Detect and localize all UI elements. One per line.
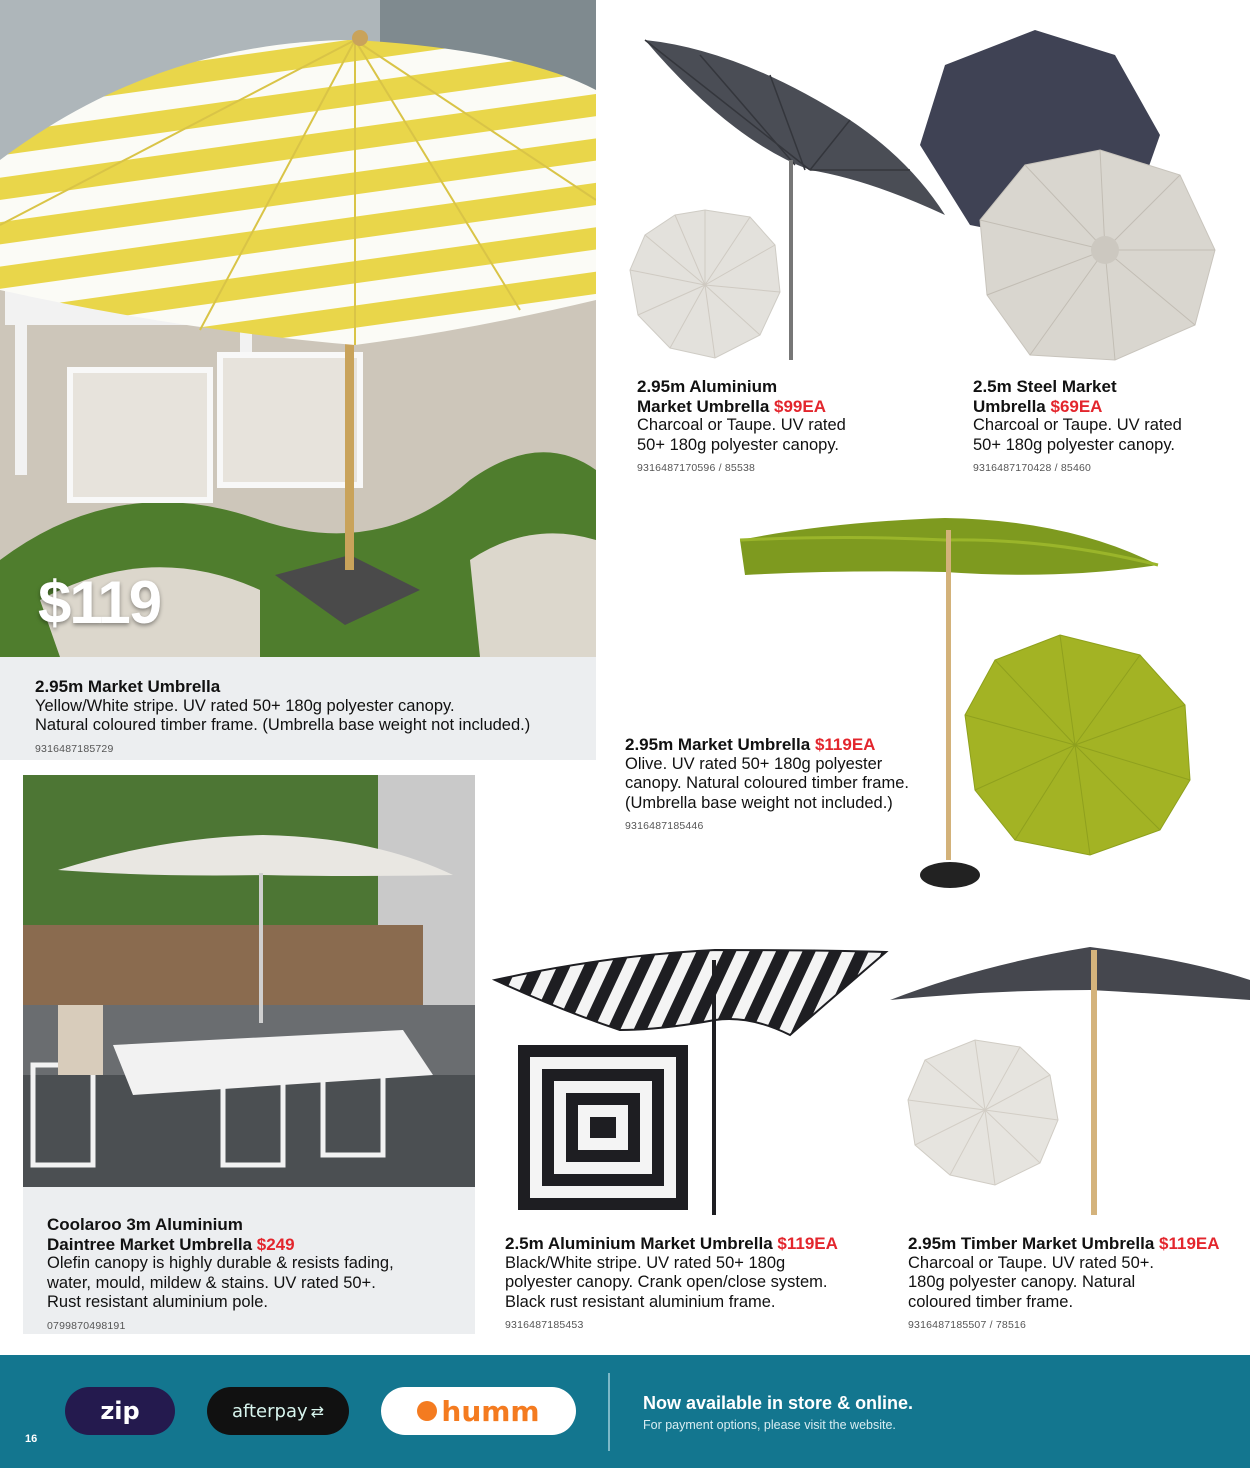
afterpay-logo-text: afterpay bbox=[231, 1400, 308, 1422]
coolaroo-code: 0799870498191 bbox=[47, 1319, 126, 1332]
timber-title: 2.95m Timber Market Umbrella bbox=[908, 1234, 1155, 1253]
hero-desc-1: Yellow/White stripe. UV rated 50+ 180g polyester canopy. bbox=[35, 696, 455, 715]
timber-desc-2: 180g polyester canopy. Natural bbox=[908, 1273, 1136, 1291]
payment-footer bbox=[0, 1355, 1250, 1468]
timber-code: 9316487185507 / 78516 bbox=[908, 1319, 1027, 1331]
striped-code: 9316487185453 bbox=[505, 1319, 584, 1331]
timber-price: $119EA bbox=[1159, 1234, 1220, 1253]
humm-logo-icon bbox=[417, 1401, 437, 1421]
hero-code: 9316487185729 bbox=[35, 742, 114, 755]
striped-desc-3: Black rust resistant aluminium frame. bbox=[505, 1292, 776, 1311]
steel-umbrella-image bbox=[915, 25, 1235, 370]
aluminium-caption bbox=[637, 377, 937, 479]
footer-headline: Now available in store & online. bbox=[643, 1393, 914, 1413]
hero-title: 2.95m Market Umbrella bbox=[35, 677, 221, 696]
timber-caption bbox=[908, 1234, 1248, 1336]
coolaroo-desc-3: Rust resistant aluminium pole. bbox=[47, 1293, 269, 1311]
olive-desc-3: (Umbrella base weight not included.) bbox=[625, 793, 893, 812]
afterpay-arrow-icon: ⇄ bbox=[310, 1401, 325, 1421]
coolaroo-caption-panel bbox=[23, 1187, 475, 1334]
striped-price: $119EA bbox=[777, 1234, 838, 1253]
aluminium-price: $99EA bbox=[774, 396, 826, 416]
coolaroo-title-2: Daintree Market Umbrella bbox=[47, 1234, 253, 1254]
footer-subtext: For payment options, please visit the website. bbox=[643, 1418, 896, 1432]
steel-price: $69EA bbox=[1050, 396, 1103, 416]
hero-photo bbox=[0, 0, 596, 657]
timber-desc-3: coloured timber frame. bbox=[908, 1292, 1074, 1311]
striped-umbrella-image bbox=[490, 940, 890, 1220]
olive-price: $119EA bbox=[814, 735, 876, 754]
humm-logo-text: humm bbox=[441, 1394, 540, 1428]
aluminium-umbrella-image bbox=[620, 30, 950, 370]
olive-umbrella-image bbox=[730, 510, 1200, 895]
olive-code: 9316487185446 bbox=[625, 820, 704, 832]
coolaroo-price: $249 bbox=[256, 1234, 295, 1254]
steel-desc-2: 50+ 180g polyester canopy. bbox=[973, 435, 1175, 454]
olive-desc-1: Olive. UV rated 50+ 180g polyester bbox=[625, 754, 883, 773]
coolaroo-photo bbox=[23, 775, 475, 1187]
afterpay-logo[interactable] bbox=[207, 1387, 349, 1435]
steel-caption bbox=[973, 377, 1243, 479]
yellow-striped-umbrella-scene bbox=[0, 0, 596, 657]
coolaroo-desc-1: Olefin canopy is highly durable & resists fading, bbox=[47, 1254, 394, 1272]
zip-logo[interactable] bbox=[65, 1387, 175, 1435]
olive-desc-2: canopy. Natural coloured timber frame. bbox=[625, 774, 909, 792]
aluminium-title-2: Market Umbrella bbox=[637, 396, 770, 416]
olive-title: 2.95m Market Umbrella bbox=[625, 735, 811, 754]
olive-caption bbox=[625, 735, 955, 837]
footer-divider bbox=[608, 1373, 610, 1451]
hero-caption-panel bbox=[0, 657, 596, 760]
steel-title-1: 2.5m Steel Market bbox=[973, 377, 1117, 396]
steel-code: 9316487170428 / 85460 bbox=[973, 462, 1092, 474]
aluminium-code: 9316487170596 / 85538 bbox=[637, 462, 756, 474]
hero-price: $119 bbox=[38, 569, 161, 636]
coolaroo-title-1: Coolaroo 3m Aluminium bbox=[47, 1215, 243, 1234]
steel-desc-1: Charcoal or Taupe. UV rated bbox=[973, 416, 1182, 434]
timber-desc-1: Charcoal or Taupe. UV rated 50+. bbox=[908, 1253, 1154, 1272]
timber-umbrella-image bbox=[890, 935, 1250, 1220]
aluminium-title-1: 2.95m Aluminium bbox=[637, 377, 778, 396]
striped-desc-1: Black/White stripe. UV rated 50+ 180g bbox=[505, 1253, 786, 1272]
aluminium-desc-2: 50+ 180g polyester canopy. bbox=[637, 435, 839, 454]
striped-title: 2.5m Aluminium Market Umbrella bbox=[505, 1234, 773, 1253]
zip-logo-text: zip bbox=[100, 1397, 140, 1425]
striped-desc-2: polyester canopy. Crank open/close system. bbox=[505, 1273, 828, 1291]
hero-desc-2: Natural coloured timber frame. (Umbrella base weight not included.) bbox=[35, 716, 531, 734]
coolaroo-desc-2: water, mould, mildew & stains. UV rated 50+. bbox=[47, 1273, 376, 1292]
aluminium-desc-1: Charcoal or Taupe. UV rated bbox=[637, 416, 846, 434]
page-number: 16 bbox=[25, 1433, 38, 1445]
steel-title-2: Umbrella bbox=[973, 396, 1046, 416]
humm-logo[interactable] bbox=[381, 1387, 576, 1435]
striped-caption bbox=[505, 1234, 885, 1336]
